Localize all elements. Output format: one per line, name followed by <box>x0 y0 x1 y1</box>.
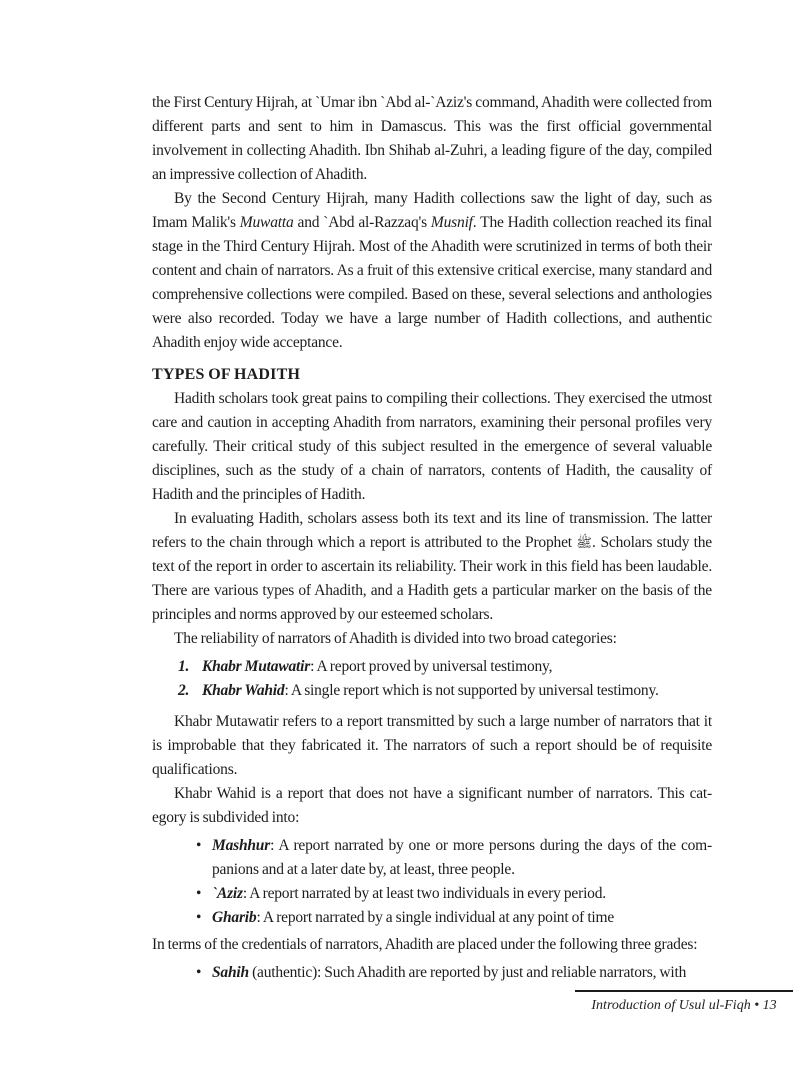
book-title-muwatta: Muwatta <box>239 214 294 231</box>
book-title-musnif: Musnif <box>430 214 473 231</box>
bullet-icon: • <box>196 909 202 926</box>
item-text <box>202 679 712 703</box>
bullet-list <box>152 834 712 930</box>
paragraph-evaluating <box>152 507 712 627</box>
bullet-list-grades <box>152 961 712 985</box>
text-run: (authentic): Such Ahadith are reported by just and reliable narrators, with <box>248 964 687 981</box>
section-heading: TYPES OF HADITH <box>152 366 301 383</box>
paragraph-wahid: Khabr Wahid is a report that does not have a significant number of narrators. This cat-egory is subdivided into: <box>152 785 712 826</box>
bullet-text <box>212 906 712 930</box>
bullet-item <box>152 961 712 985</box>
paragraph-continuation: the First Century Hijrah, at `Umar ibn `Abd al-`Aziz's command, Ahadith were collected from different parts and sent to him in Damascus. This was the first official governmental involvement in collecting Ahadith. Ibn Shihab al-Zuhri, a leading figure of the day, compiled an impressive collection of Ahadith. <box>152 94 712 183</box>
text-run: In evaluating Hadith, scholars assess both its text and its line of transmission. The latter refers to the chain through which a report is attributed to the Prophet <box>152 510 712 551</box>
text-run: . Scholars study the text of the report in order to ascertain its reliability. Their work in this field has been laudable. There are various types of Ahadith, and a Hadith gets a particular marker on the basis of the principles and norms approved by our esteemed scholars. <box>152 534 712 623</box>
bullet-item <box>152 834 712 882</box>
bullet-term: Gharib <box>212 909 257 926</box>
text-run: By the Second Century Hijrah, many Hadith collections saw the light of day, such as Imam Malik's <box>152 190 712 231</box>
paragraph-mutawatir: Khabr Mutawatir refers to a report transmitted by such a large number of narrators that it is improbable that they fabricated it. The narrators of such a report should be of requisite qualifications. <box>152 713 712 778</box>
bullet-term: `Aziz <box>212 885 243 902</box>
text-run: : A report narrated by a single individual at any point of time <box>256 909 615 926</box>
text-run: : A report proved by universal testimony, <box>310 658 553 675</box>
text-run: . The Hadith collection reached its final stage in the Third Century Hijrah. Most of the Ahadith were scrutinized in terms of both their content and chain of narrators. As a fruit of this extensive critical exercise, many standard and comprehensive collections were compiled. Based on these, several selections and anthologies were also recorded. Today we have a large number of Hadith collections, and authentic Ahadith enjoy wide acceptance. <box>152 214 712 351</box>
paragraph-second-century <box>152 187 712 355</box>
body-text <box>152 91 712 988</box>
bullet-text <box>212 961 712 985</box>
item-number: 1. <box>178 658 190 675</box>
bullet-icon: • <box>196 964 202 981</box>
bullet-item <box>152 906 712 930</box>
paragraph-grades: In terms of the credentials of narrators, Ahadith are placed under the following three grades: <box>152 936 698 953</box>
bullet-text <box>212 834 712 882</box>
paragraph-reliability: The reliability of narrators of Ahadith is divided into two broad categories: <box>174 630 617 647</box>
prophet-honorific-symbol: ﷺ <box>576 535 592 550</box>
item-term: Khabr Wahid <box>202 682 285 699</box>
footer-text: Introduction of Usul ul-Fiqh • 13 <box>591 998 777 1013</box>
text-run: : A report narrated by one or more persons during the days of the com-panions and at a later date by, at least, three people. <box>212 837 712 878</box>
numbered-item <box>152 679 712 703</box>
item-term: Khabr Mutawatir <box>202 658 311 675</box>
bullet-text <box>212 882 712 906</box>
numbered-list <box>152 655 712 703</box>
numbered-item <box>152 655 712 679</box>
item-text <box>202 655 712 679</box>
text-run: : A report narrated by at least two individuals in every period. <box>242 885 606 902</box>
bullet-term: Mashhur <box>212 837 271 854</box>
item-number: 2. <box>178 682 190 699</box>
text-run: : A single report which is not supported by universal testimony. <box>284 682 659 699</box>
paragraph-scholars: Hadith scholars took great pains to compiling their collections. They exercised the utmost care and caution in accepting Ahadith from narrators, examining their personal profiles very carefully. Their critical study of this subject resulted in the emergence of several valuable disciplines, such as the study of a chain of narrators, contents of Hadith, the causality of Hadith and the principles of Hadith. <box>152 390 712 503</box>
text-run: and `Abd al-Razzaq's <box>293 214 431 231</box>
bullet-term: Sahih <box>212 964 249 981</box>
page-footer <box>575 990 793 1014</box>
bullet-icon: • <box>196 885 202 902</box>
bullet-icon: • <box>196 837 202 854</box>
bullet-item <box>152 882 712 906</box>
